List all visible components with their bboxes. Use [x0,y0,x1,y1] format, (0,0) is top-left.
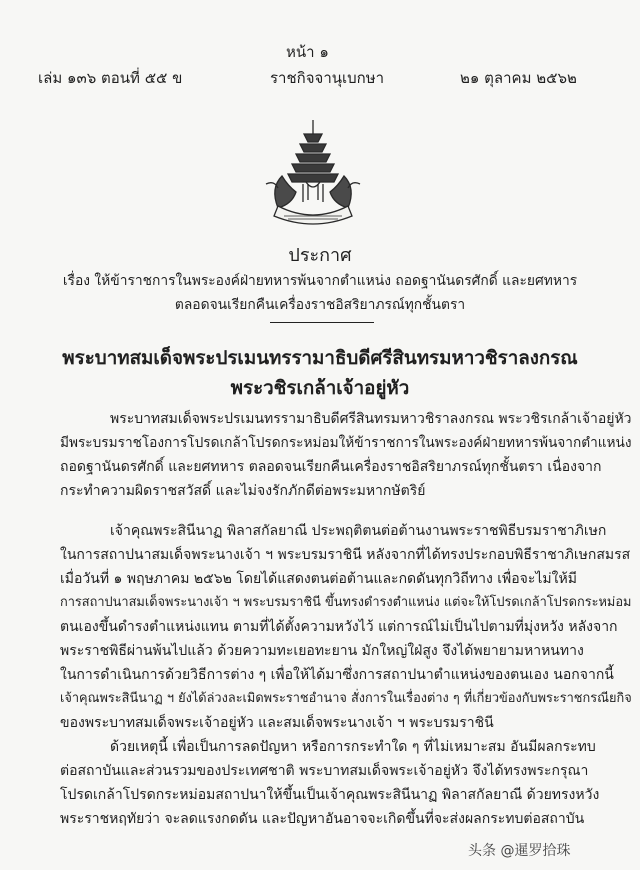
body-line: การสถาปนาสมเด็จพระนางเจ้า ฯ พระบรมราชินี ขึ้นทรงดำรงตำแหน่ง แต่จะให้โปรดเกล้าโปรดกระหม่อม [60,595,632,610]
body-line: ต่อสถาบันและส่วนรวมของประเทศชาติ พระบาทสมเด็จพระเจ้าอยู่หัว จึงได้ทรงพระกรุณา [60,763,589,779]
body-line: พระบาทสมเด็จพระปรเมนทรรามาธิบดีศรีสินทรมหาวชิราลงกรณ พระวชิรเกล้าเจ้าอยู่หัว [110,411,632,427]
page-number: หน้า ๑ [286,43,329,61]
title-divider [270,322,374,323]
body-line: ในการดำเนินการด้วยวิธีการต่าง ๆ เพื่อให้ได้มาซึ่งการสถาปนาตำแหน่งของตนเอง นอกจากนี้ [60,667,614,683]
king-title: พระบาทสมเด็จพระปรเมนทรรามาธิบดีศรีสินทรมหาวชิราลงกรณ [62,347,578,369]
body-line: ตนเองขึ้นดำรงตำแหน่งแทน ตามที่ได้ตั้งความหวังไว้ แต่การณ์ไม่เป็นไปตามที่มุ่งหวัง หลังจาก [60,619,618,635]
announcement-subject: เรื่อง ให้ข้าราชการในพระองค์ฝ่ายทหารพ้นจากตำแหน่ง ถอดฐานันดรศักดิ์ และยศทหาร [62,273,578,289]
body-line: ด้วยเหตุนี้ เพื่อเป็นการลดปัญหา หรือการกระทำใด ๆ ที่ไม่เหมาะสม อันมีผลกระทบ [110,739,596,755]
body-line: ของพระบาทสมเด็จพระเจ้าอยู่หัว และสมเด็จพระนางเจ้า ฯ พระบรมราชินี [60,715,494,731]
body-line: เจ้าคุณพระสินีนาฏ ฯ ยังได้ล่วงละเมิดพระราชอำนาจ สั่งการในเรื่องต่าง ๆ ที่เกี่ยวข้องกับพระราชกรณียกิจ [60,691,632,706]
king-title-continued: พระวชิรเกล้าเจ้าอยู่หัว [230,377,410,399]
volume-info: เล่ม ๑๓๖ ตอนที่ ๕๕ ข [38,69,183,87]
body-line: พระราชพิธีผ่านพ้นไปแล้ว ด้วยความทะเยอทะยาน มักใหญ่ใฝ่สูง จึงได้พยายามหาหนทาง [60,643,584,659]
announcement-title: ประกาศ [288,245,352,266]
gazette-date: ๒๑ ตุลาคม ๒๕๖๒ [460,69,577,87]
body-line: โปรดเกล้าโปรดกระหม่อมสถาปนาให้ขึ้นเป็นเจ้าคุณพระสินีนาฏ พิลาสกัลยาณี ด้วยทรงหวัง [60,787,600,803]
royal-emblem-icon [248,118,378,228]
body-line: ถอดฐานันดรศักดิ์ และยศทหาร ตลอดจนเรียกคืนเครื่องราชอิสริยาภรณ์ทุกชั้นตรา เนื่องจาก [60,459,602,475]
watermark: 头条 @暹罗拾珠 [468,843,571,859]
body-line: มีพระบรมราชโองการโปรดเกล้าโปรดกระหม่อมให้ข้าราชการในพระองค์ฝ่ายทหารพ้นจากตำแหน่ง [60,435,632,451]
body-line: กระทำความผิดราชสวัสดิ์ และไม่จงรักภักดีต่อพระมหากษัตริย์ [60,483,426,499]
body-line: ในการสถาปนาสมเด็จพระนางเจ้า ฯ พระบรมราชินี หลังจากที่ได้ทรงประกอบพิธีราชาภิเษกสมรส [60,547,631,563]
gazette-name: ราชกิจจานุเบกษา [270,69,385,87]
body-line: เมื่อวันที่ ๑ พฤษภาคม ๒๕๖๒ โดยได้แสดงตนต่อต้านและกดดันทุกวิถีทาง เพื่อจะไม่ให้มี [60,571,577,587]
announcement-subject-continued: ตลอดจนเรียกคืนเครื่องราชอิสริยาภรณ์ทุกชั้นตรา [174,297,466,313]
body-line: เจ้าคุณพระสินีนาฏ พิลาสกัลยาณี ประพฤติตนต่อต้านงานพระราชพิธีบรมราชาภิเษก [110,523,607,539]
body-line: พระราชหฤทัยว่า จะลดแรงกดดัน และปัญหาอันอาจจะเกิดขึ้นที่จะส่งผลกระทบต่อสถาบัน [60,811,585,827]
